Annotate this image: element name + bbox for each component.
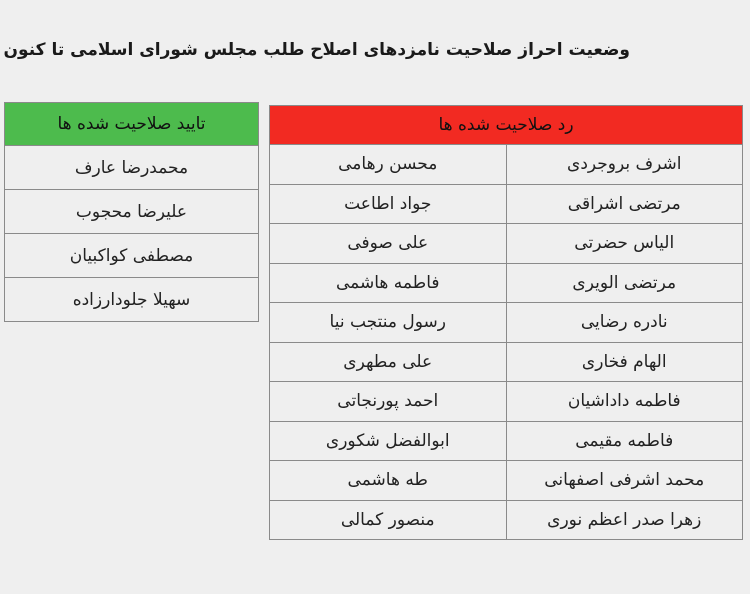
table-row xyxy=(270,263,743,303)
rejected-name: زهرا صدر اعظم نوری xyxy=(506,500,743,540)
rejected-name: منصور کمالی xyxy=(270,500,507,540)
table-row xyxy=(270,303,743,343)
rejected-name: الهام فخاری xyxy=(506,342,743,382)
approved-name: علیرضا محجوب xyxy=(5,190,259,234)
table-row xyxy=(5,234,259,278)
approved-header: تایید صلاحیت شده ها xyxy=(5,103,259,146)
rejected-name: مرتضی اشراقی xyxy=(506,184,743,224)
rejected-name: ابوالفضل شکوری xyxy=(270,421,507,461)
rejected-name: علی صوفی xyxy=(270,224,507,264)
rejected-name: محسن رهامی xyxy=(270,145,507,185)
table-row xyxy=(270,224,743,264)
rejected-header: رد صلاحیت شده ها xyxy=(270,106,743,145)
rejected-name: مرتضی الویری xyxy=(506,263,743,303)
table-row xyxy=(270,145,743,185)
table-row xyxy=(270,184,743,224)
table-row xyxy=(270,461,743,501)
table-row xyxy=(5,146,259,190)
rejected-name: اشرف بروجردی xyxy=(506,145,743,185)
table-row xyxy=(5,190,259,234)
table-row xyxy=(270,382,743,422)
table-row xyxy=(270,421,743,461)
rejected-name: محمد اشرفی اصفهانی xyxy=(506,461,743,501)
rejected-name: رسول منتجب نیا xyxy=(270,303,507,343)
rejected-name: احمد پورنجاتی xyxy=(270,382,507,422)
rejected-name: فاطمه مقیمی xyxy=(506,421,743,461)
rejected-name: طه هاشمی xyxy=(270,461,507,501)
approved-name: مصطفی کواکبیان xyxy=(5,234,259,278)
approved-header-row xyxy=(5,103,259,146)
page-title: وضعیت احراز صلاحیت نامزدهای اصلاح طلب مجلس شورای اسلامی تا کنون xyxy=(3,40,630,60)
rejected-name: فاطمه هاشمی xyxy=(270,263,507,303)
rejected-table xyxy=(269,105,743,540)
table-row xyxy=(270,500,743,540)
rejected-name: فاطمه داداشیان xyxy=(506,382,743,422)
rejected-header-row xyxy=(270,106,743,145)
rejected-name: جواد اطاعت xyxy=(270,184,507,224)
rejected-name: الیاس حضرتی xyxy=(506,224,743,264)
approved-table xyxy=(4,102,259,322)
approved-name: محمدرضا عارف xyxy=(5,146,259,190)
rejected-name: علی مطهری xyxy=(270,342,507,382)
rejected-name: نادره رضایی xyxy=(506,303,743,343)
table-row xyxy=(5,278,259,322)
table-row xyxy=(270,342,743,382)
approved-name: سهیلا جلودارزاده xyxy=(5,278,259,322)
